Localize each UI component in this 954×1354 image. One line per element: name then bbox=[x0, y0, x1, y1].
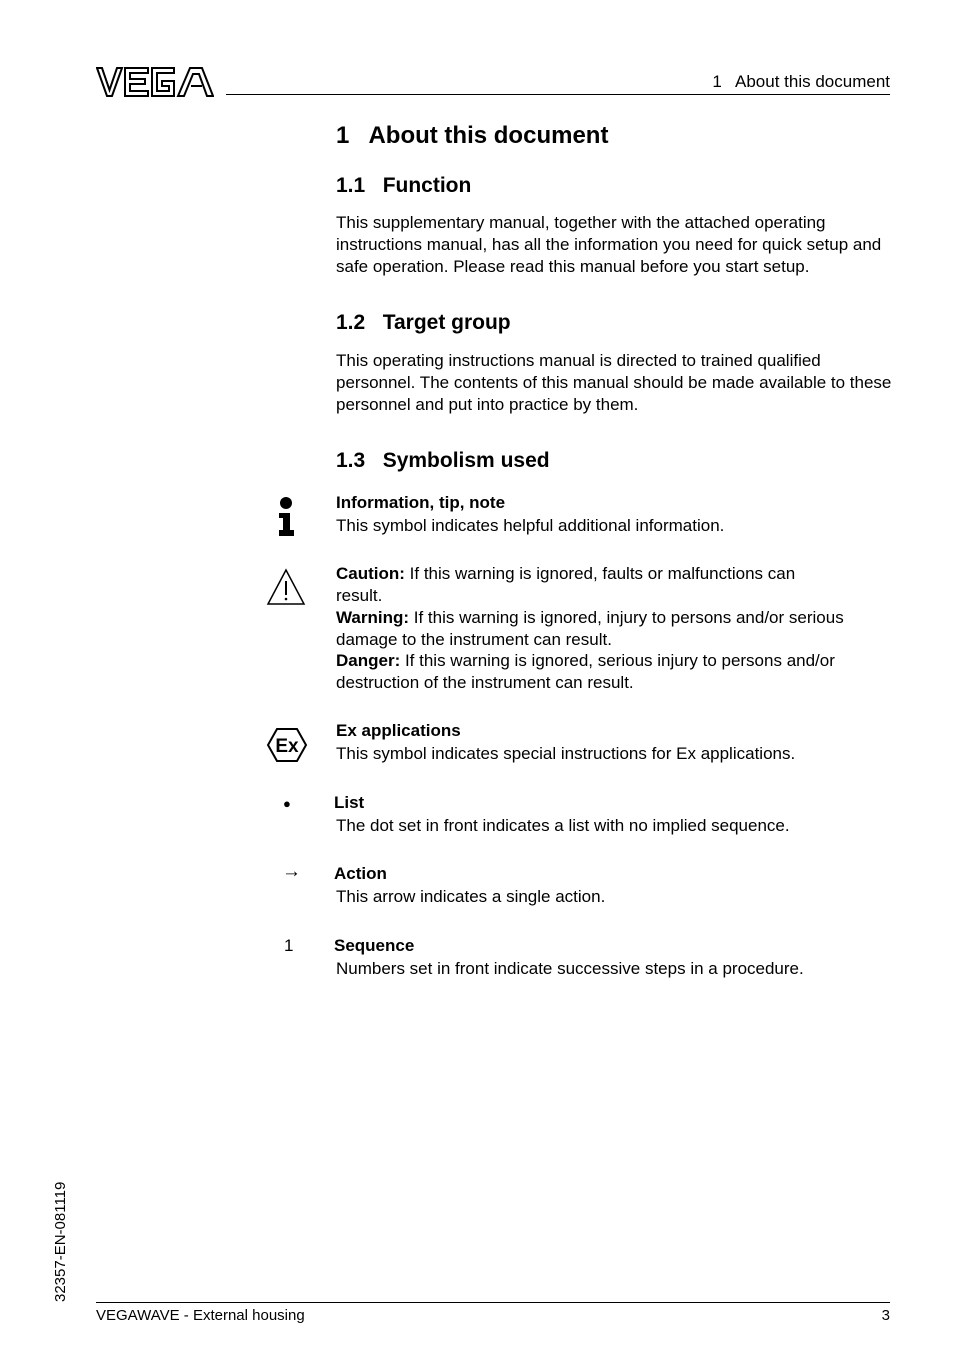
ex-text: This symbol indicates special instructions for Ex applications. bbox=[336, 744, 796, 763]
info-icon bbox=[276, 496, 296, 536]
action-title: Action bbox=[334, 864, 387, 883]
ex-icon-text: Ex bbox=[275, 736, 299, 757]
footer-product: VEGAWAVE - External housing bbox=[96, 1307, 305, 1324]
header-section-ref: 1 About this document bbox=[712, 72, 890, 91]
page-number: 3 bbox=[881, 1307, 890, 1324]
heading-target-group: 1.2 Target group bbox=[336, 311, 511, 334]
sequence-title: Sequence bbox=[334, 936, 415, 955]
header-rule bbox=[226, 94, 890, 95]
sequence-text: Numbers set in front indicate successive steps in a procedure. bbox=[336, 959, 804, 978]
doc-code: 32357-EN-081119 bbox=[52, 1181, 69, 1302]
ex-title: Ex applications bbox=[336, 721, 461, 740]
caution-desc: If this warning is ignored, faults or malfunctions can result. bbox=[336, 564, 796, 605]
warning-desc: If this warning is ignored, injury to persons and/or serious damage to the instrument can result. bbox=[336, 608, 844, 649]
page-title: 1 About this document bbox=[336, 122, 609, 149]
list-bullet-icon: ● bbox=[283, 796, 291, 811]
danger-text bbox=[336, 650, 896, 694]
heading-function: 1.1 Function bbox=[336, 174, 472, 197]
heading-symbolism: 1.3 Symbolism used bbox=[336, 449, 550, 472]
action-text: This arrow indicates a single action. bbox=[336, 887, 606, 906]
sequence-number: 1 bbox=[284, 936, 294, 955]
action-arrow-icon: → bbox=[282, 861, 301, 882]
info-title: Information, tip, note bbox=[336, 493, 506, 512]
danger-label: Danger: bbox=[336, 651, 401, 670]
list-title: List bbox=[334, 793, 365, 812]
info-text: This symbol indicates helpful additional information. bbox=[336, 516, 725, 535]
danger-desc: If this warning is ignored, serious injury to persons and/or destruction of the instrument can result. bbox=[336, 651, 835, 692]
warning-triangle-icon bbox=[266, 568, 306, 606]
target-group-text: This operating instructions manual is directed to trained qualified personnel. The contents of this manual should be made available to these personnel and put into practice by them. bbox=[336, 351, 892, 414]
list-text: The dot set in front indicates a list with no implied sequence. bbox=[336, 816, 790, 835]
warning-label: Warning: bbox=[336, 608, 410, 627]
footer-rule bbox=[96, 1302, 890, 1303]
caution-text bbox=[336, 563, 836, 607]
ex-hexagon-icon bbox=[266, 727, 308, 763]
warning-text bbox=[336, 607, 896, 651]
vega-logo bbox=[96, 66, 214, 98]
function-text: This supplementary manual, together with the attached operating instructions manual, has all the information you need for quick setup and safe operation. Please read this manual before you start setup. bbox=[336, 213, 882, 276]
caution-label: Caution: bbox=[336, 564, 405, 583]
